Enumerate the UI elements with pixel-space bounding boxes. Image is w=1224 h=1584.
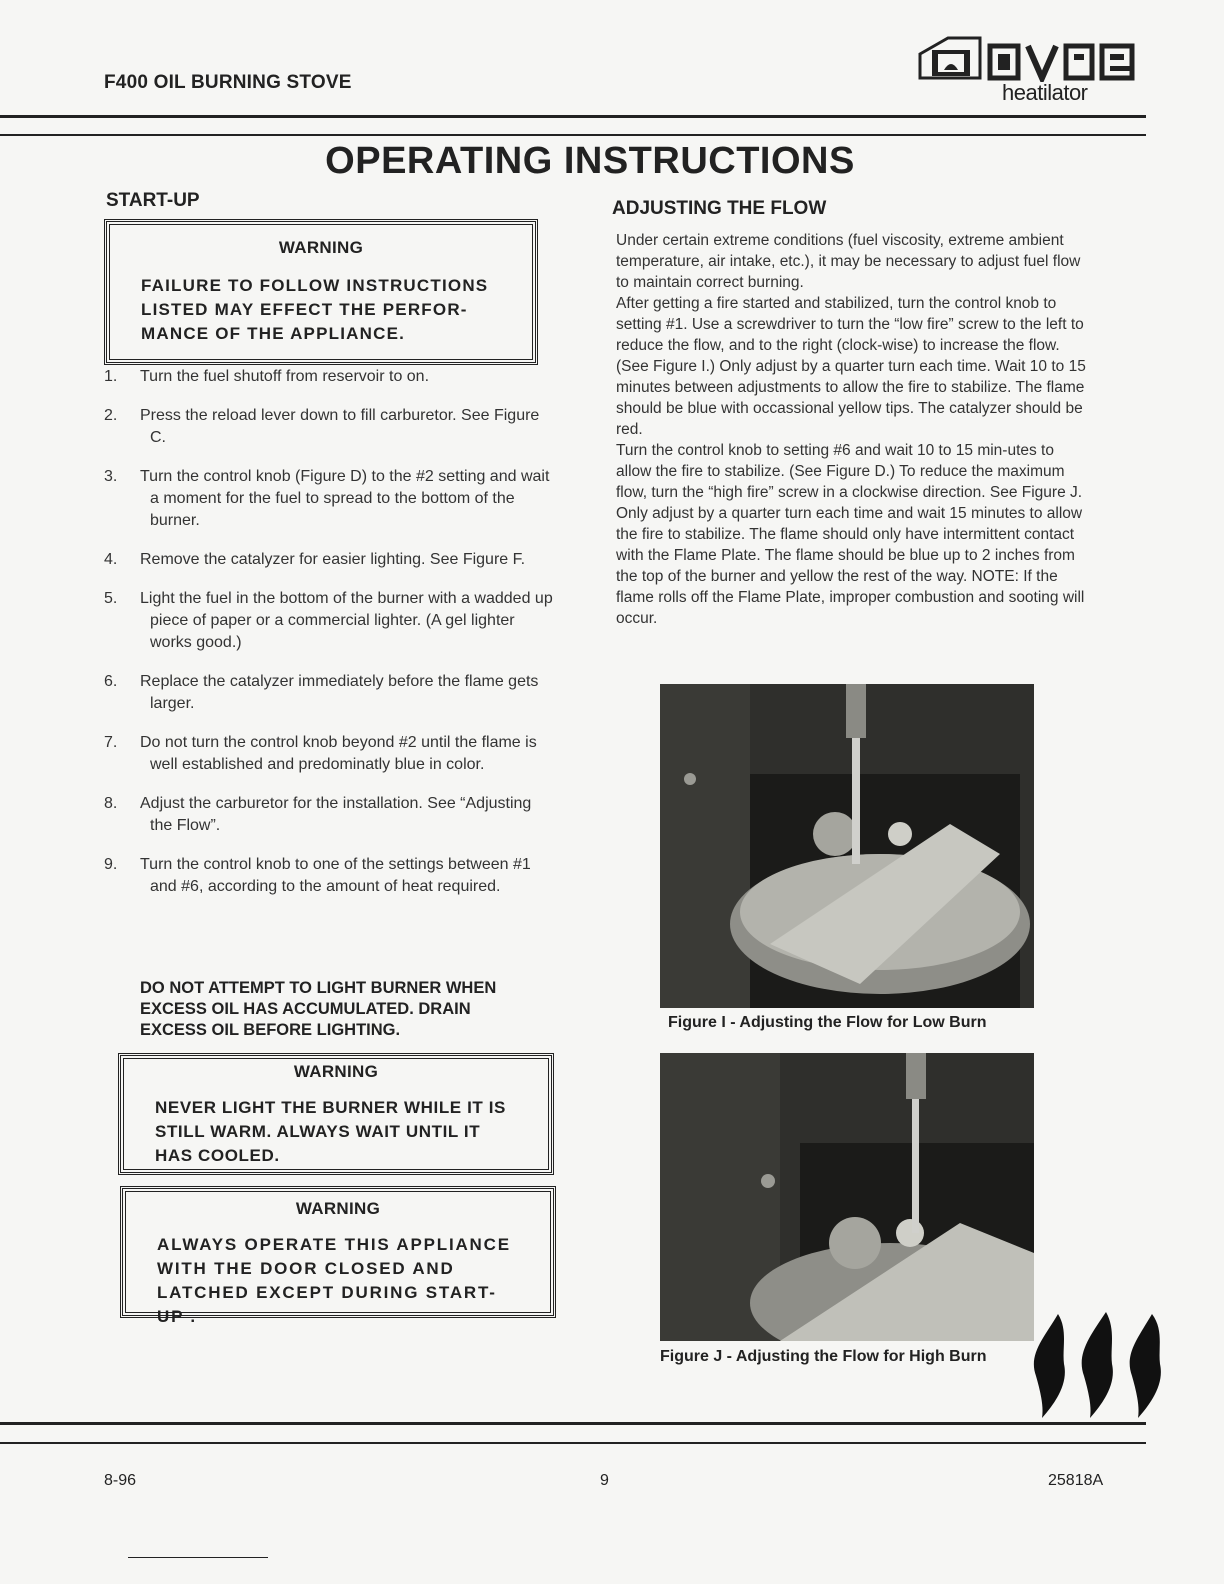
step-number: 5.	[104, 590, 118, 607]
list-item	[104, 405, 554, 449]
flow-paragraph: After getting a fire started and stabilized, turn the control knob to setting #1. Use a screwdriver to turn the “low fire” screw to the left to reduce the flow, and to the right (clock-wise) to increase the flow. (See Figure I.) Only adjust by a quarter turn each time. Wait 10 to 15 minutes between adjustments to allow the fire to stabilize. The flame should be blue with occassional yellow tips. The catalyzer should be red.	[616, 295, 1086, 438]
footer-date: 8-96	[104, 1472, 137, 1489]
dovre-heatilator-logo	[912, 28, 1144, 110]
list-item	[104, 366, 554, 388]
warning-title: WARNING	[293, 1062, 379, 1081]
carburetor-high-burn-image	[660, 1053, 1034, 1341]
list-item	[104, 466, 554, 532]
step-number: 9.	[104, 856, 118, 873]
carburetor-low-burn-image	[660, 684, 1034, 1008]
startup-steps-list	[104, 366, 554, 915]
step-text: Turn the control knob to one of the settings between #1 and #6, according to the amount of heat required.	[140, 856, 531, 895]
step-number: 1.	[104, 368, 118, 385]
figure-j-caption: Figure J - Adjusting the Flow for High Burn	[660, 1348, 987, 1365]
figure-j-photo	[660, 1053, 1034, 1341]
warning-body: ALWAYS OPERATE THIS APPLIANCE WITH THE DOOR CLOSED AND LATCHED EXCEPT DURING START-UP .	[157, 1235, 511, 1326]
warning-body: NEVER LIGHT THE BURNER WHILE IT IS STILL WARM. ALWAYS WAIT UNTIL IT HAS COOLED.	[155, 1098, 506, 1165]
step-number: 4.	[104, 551, 118, 568]
step-number: 6.	[104, 673, 118, 690]
list-item	[104, 588, 554, 654]
list-item	[104, 549, 554, 571]
step-text: Do not turn the control knob beyond #2 until the flame is well established and predominatly blue in color.	[140, 734, 537, 773]
list-item	[104, 854, 554, 898]
warning-box-performance	[104, 219, 538, 365]
step-text: Turn the control knob (Figure D) to the #2 setting and wait a moment for the fuel to spread to the bottom of the burner.	[140, 468, 550, 529]
step-text: Replace the catalyzer immediately before the flame gets larger.	[140, 673, 539, 712]
footer-rule-thick	[0, 1422, 1146, 1425]
heatilator-wordmark: heatilator	[1002, 80, 1088, 105]
excess-oil-caution: DO NOT ATTEMPT TO LIGHT BURNER WHEN EXCESS OIL HAS ACCUMULATED. DRAIN EXCESS OIL BEFORE LIGHTING.	[140, 979, 497, 1039]
warning-title: WARNING	[295, 1199, 381, 1218]
step-text: Turn the fuel shutoff from reservoir to on.	[140, 368, 430, 385]
adjusting-flow-body	[616, 230, 1088, 629]
footer-page-number: 9	[600, 1472, 609, 1489]
adjusting-flow-heading: ADJUSTING THE FLOW	[612, 198, 827, 219]
startup-heading: START-UP	[106, 190, 200, 211]
step-text: Press the reload lever down to fill carburetor. See Figure C.	[140, 407, 540, 446]
warning-box-warm-burner	[118, 1053, 554, 1175]
step-number: 3.	[104, 468, 118, 485]
step-text: Light the fuel in the bottom of the burner with a wadded up piece of paper or a commercial lighter. (A gel lighter works good.)	[140, 590, 553, 651]
dovre-logo-icon	[918, 32, 1138, 82]
warning-title: WARNING	[278, 238, 364, 257]
footer-rule-thin	[0, 1442, 1146, 1444]
document-header-title: F400 OIL BURNING STOVE	[104, 72, 352, 93]
list-item	[104, 732, 554, 776]
step-number: 7.	[104, 734, 118, 751]
warning-box-door-closed	[120, 1186, 556, 1326]
figure-i-caption: Figure I - Adjusting the Flow for Low Burn	[668, 1014, 987, 1031]
flow-paragraph: Under certain extreme conditions (fuel viscosity, extreme ambient temperature, air intake, etc.), it may be necessary to adjust fuel flow to maintain correct burning.	[616, 232, 1081, 291]
flow-paragraph: Turn the control knob to setting #6 and wait 10 to 15 min-utes to allow the fire to stabilize. (See Figure D.) To reduce the maximum flow, turn the “high fire” screw in a clockwise direction. See Figure J. Only adjust by a quarter turn each time and wait 15 minutes to allow the fire to stabilize. The flame should only have intermittent contact with the Flame Plate. The flame should be blue up to 2 inches from the top of the burner and yellow the rest of the way. NOTE: If the flame rolls off the Flame Plate, improper combustion and sooting will occur.	[616, 442, 1085, 627]
step-text: Remove the catalyzer for easier lighting. See Figure F.	[140, 551, 526, 568]
header-rule-thin	[0, 134, 1146, 136]
footer-document-code: 25818A	[1048, 1472, 1104, 1489]
header-rule-thick	[0, 115, 1146, 118]
step-number: 8.	[104, 795, 118, 812]
figure-i-photo	[660, 684, 1034, 1008]
flames-icon	[1028, 1310, 1168, 1420]
step-number: 2.	[104, 407, 118, 424]
list-item	[104, 671, 554, 715]
page-title: OPERATING INSTRUCTIONS	[325, 140, 855, 182]
step-text: Adjust the carburetor for the installation. See “Adjusting the Flow”.	[140, 795, 532, 834]
warning-body: FAILURE TO FOLLOW INSTRUCTIONS LISTED MAY EFFECT THE PERFOR-MANCE OF THE APPLIANCE.	[141, 276, 489, 343]
list-item	[104, 793, 554, 837]
footnote-rule	[128, 1557, 268, 1558]
